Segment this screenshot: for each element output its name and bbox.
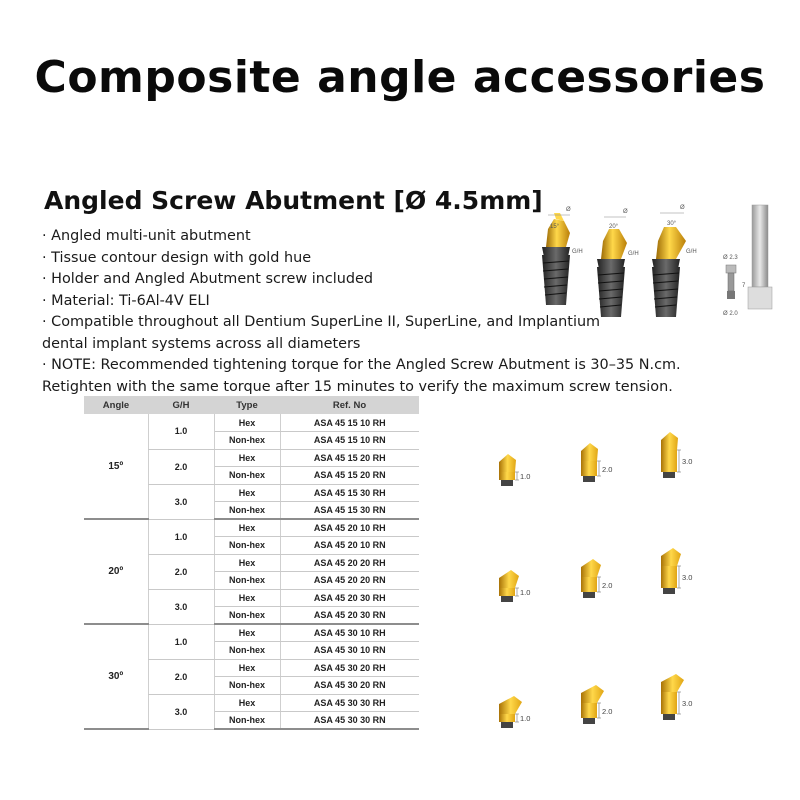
feature-item: dental implant systems across all diameters bbox=[42, 335, 361, 352]
abutment-thumbnail bbox=[575, 436, 635, 486]
ref-cell: ASA 45 15 10 RH bbox=[280, 414, 419, 432]
angle-cell: 15º bbox=[84, 414, 148, 519]
abutment-illustration bbox=[520, 195, 780, 325]
abutment-thumb-icon bbox=[493, 440, 553, 490]
ref-cell: ASA 45 30 10 RH bbox=[280, 624, 419, 642]
ref-cell: ASA 45 15 20 RH bbox=[280, 449, 419, 467]
type-cell: Hex bbox=[214, 449, 280, 467]
table-row bbox=[84, 519, 419, 537]
abutment-20-image bbox=[597, 229, 627, 317]
abutment-thumb-icon bbox=[493, 556, 553, 606]
abutment-30-image bbox=[652, 227, 686, 317]
type-cell: Hex bbox=[214, 554, 280, 572]
gh-cell: 3.0 bbox=[148, 694, 214, 729]
diameter-label: Ø bbox=[623, 209, 628, 215]
type-cell: Non-hex bbox=[214, 677, 280, 695]
type-cell: Non-hex bbox=[214, 642, 280, 660]
angle-label-20: 20° bbox=[609, 224, 619, 230]
thumb-gh-label: 2.0 bbox=[602, 706, 613, 716]
abutment-thumbnail bbox=[575, 552, 635, 602]
ref-cell: ASA 45 30 20 RN bbox=[280, 677, 419, 695]
abutment-thumbnail bbox=[655, 674, 715, 724]
ref-cell: ASA 45 20 20 RH bbox=[280, 554, 419, 572]
col-ref: Ref. No bbox=[280, 396, 419, 414]
col-gh: G/H bbox=[148, 396, 214, 414]
angle-cell: 20º bbox=[84, 519, 148, 624]
type-cell: Hex bbox=[214, 694, 280, 712]
screw-top-diameter: Ø 2.3 bbox=[723, 255, 738, 261]
ref-cell: ASA 45 30 10 RN bbox=[280, 642, 419, 660]
gh-label: G/H bbox=[628, 251, 639, 257]
abutment-thumbnail bbox=[493, 682, 553, 732]
ref-cell: ASA 45 15 30 RH bbox=[280, 484, 419, 502]
product-table bbox=[84, 396, 419, 730]
abutment-thumbnail bbox=[493, 440, 553, 490]
type-cell: Non-hex bbox=[214, 502, 280, 520]
table-header bbox=[84, 396, 419, 414]
gh-label: G/H bbox=[686, 249, 697, 255]
screw-image bbox=[726, 265, 736, 299]
feature-item: · Angled multi-unit abutment bbox=[42, 228, 251, 244]
type-cell: Non-hex bbox=[214, 537, 280, 555]
type-cell: Non-hex bbox=[214, 572, 280, 590]
ref-cell: ASA 45 20 10 RH bbox=[280, 519, 419, 537]
type-cell: Hex bbox=[214, 624, 280, 642]
thumb-gh-label: 1.0 bbox=[520, 588, 531, 597]
ref-cell: ASA 45 15 10 RN bbox=[280, 432, 419, 450]
thumb-gh-label: 1.0 bbox=[520, 472, 531, 481]
type-cell: Non-hex bbox=[214, 432, 280, 450]
feature-item: · Holder and Angled Abutment screw included bbox=[42, 271, 373, 287]
ref-cell: ASA 45 15 30 RN bbox=[280, 502, 419, 520]
feature-item: · Compatible throughout all Dentium SuperLine II, SuperLine, and Implantium bbox=[42, 314, 601, 330]
thumb-gh-label: 3.0 bbox=[682, 699, 693, 708]
gh-cell: 2.0 bbox=[148, 659, 214, 694]
section-heading: Angled Screw Abutment [Ø 4.5mm] bbox=[44, 186, 543, 215]
thumb-gh-label: 3.0 bbox=[682, 573, 693, 582]
type-cell: Non-hex bbox=[214, 712, 280, 730]
abutment-thumb-icon bbox=[575, 436, 635, 486]
feature-item: · Material: Ti-6Al-4V ELI bbox=[42, 292, 210, 309]
type-cell: Hex bbox=[214, 659, 280, 677]
ref-cell: ASA 45 15 20 RN bbox=[280, 467, 419, 485]
ref-cell: ASA 45 30 30 RN bbox=[280, 712, 419, 730]
abutment-thumb-icon bbox=[493, 682, 553, 732]
gh-cell: 3.0 bbox=[148, 484, 214, 519]
col-type: Type bbox=[214, 396, 280, 414]
screw-bottom-diameter: Ø 2.0 bbox=[723, 311, 738, 317]
abutment-thumbnail bbox=[655, 548, 715, 598]
ref-cell: ASA 45 20 10 RN bbox=[280, 537, 419, 555]
gh-label: G/H bbox=[572, 249, 583, 255]
gh-cell: 1.0 bbox=[148, 624, 214, 659]
type-cell: Non-hex bbox=[214, 467, 280, 485]
abutment-thumbnail bbox=[493, 556, 553, 606]
ref-cell: ASA 45 20 30 RN bbox=[280, 607, 419, 625]
table-row bbox=[84, 414, 419, 432]
type-cell: Hex bbox=[214, 414, 280, 432]
type-cell: Hex bbox=[214, 589, 280, 607]
type-cell: Hex bbox=[214, 484, 280, 502]
type-cell: Non-hex bbox=[214, 607, 280, 625]
gh-cell: 1.0 bbox=[148, 414, 214, 449]
feature-item: · Tissue contour design with gold hue bbox=[42, 249, 312, 266]
angle-label-30: 30° bbox=[667, 221, 677, 227]
page-title: Composite angle accessories bbox=[34, 52, 766, 103]
feature-item: · NOTE: Recommended tightening torque for the Angled Screw Abutment is 30–35 N.cm. bbox=[42, 357, 681, 373]
type-cell: Hex bbox=[214, 519, 280, 537]
gh-cell: 1.0 bbox=[148, 519, 214, 554]
diameter-label: Ø bbox=[566, 207, 571, 213]
abutment-thumbnail bbox=[655, 432, 715, 482]
thumb-gh-label: 1.0 bbox=[520, 714, 531, 723]
feature-item: Retighten with the same torque after 15 minutes to verify the maximum screw tension. bbox=[42, 378, 673, 395]
screw-length: 7 bbox=[742, 283, 746, 289]
col-angle: Angle bbox=[84, 396, 148, 414]
gh-cell: 3.0 bbox=[148, 589, 214, 624]
ref-cell: ASA 45 20 30 RH bbox=[280, 589, 419, 607]
holder-image bbox=[748, 205, 772, 309]
table-row bbox=[84, 624, 419, 642]
thumb-gh-label: 2.0 bbox=[602, 464, 613, 474]
abutment-thumb-icon bbox=[575, 552, 635, 602]
ref-cell: ASA 45 20 20 RN bbox=[280, 572, 419, 590]
abutment-thumbnail bbox=[575, 678, 635, 728]
angle-cell: 30º bbox=[84, 624, 148, 729]
diameter-label: Ø bbox=[680, 205, 685, 211]
gh-cell: 2.0 bbox=[148, 554, 214, 589]
abutment-thumb-icon bbox=[575, 678, 635, 728]
gh-cell: 2.0 bbox=[148, 449, 214, 484]
ref-cell: ASA 45 30 30 RH bbox=[280, 694, 419, 712]
angle-label-15: 15° bbox=[550, 224, 560, 230]
ref-cell: ASA 45 30 20 RH bbox=[280, 659, 419, 677]
thumb-gh-label: 3.0 bbox=[682, 457, 693, 466]
thumb-gh-label: 2.0 bbox=[602, 580, 613, 590]
